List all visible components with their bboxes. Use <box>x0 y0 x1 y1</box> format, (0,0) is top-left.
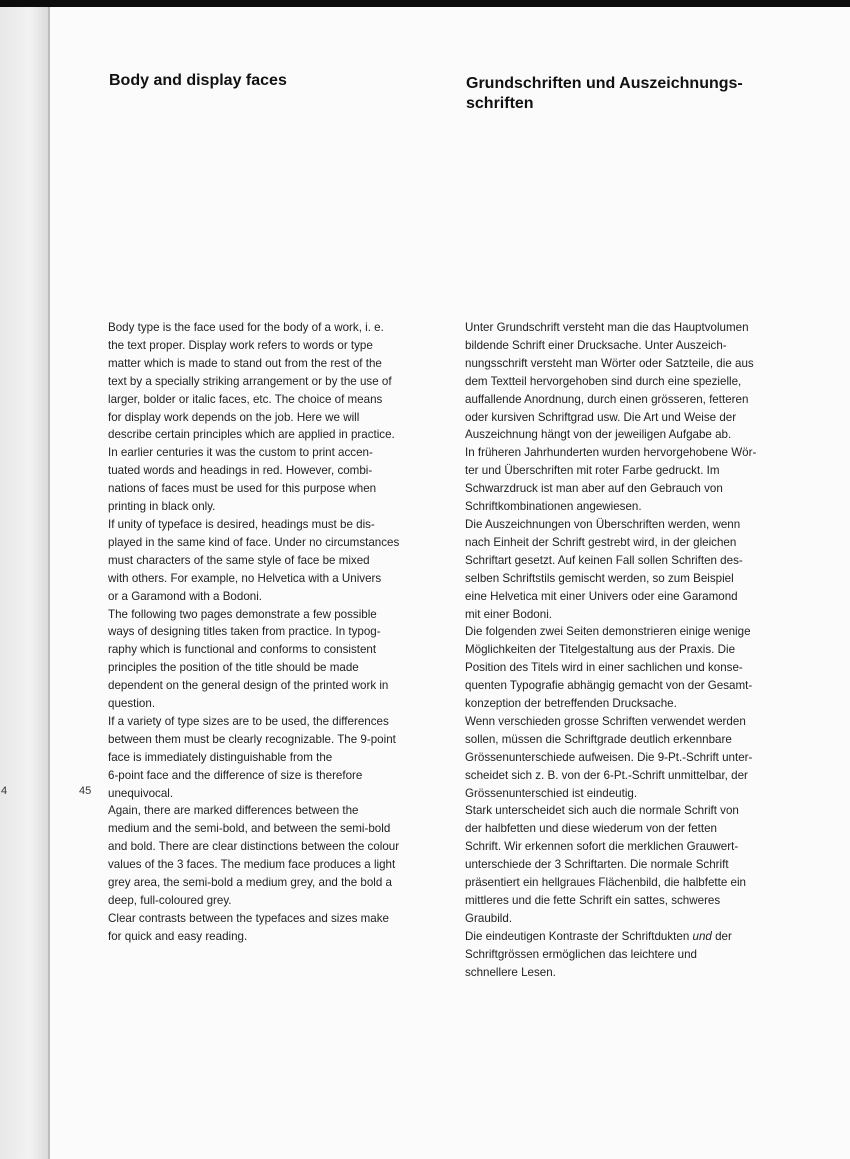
german-body-line: Schwarzdruck ist man aber auf den Gebrauch von <box>465 482 723 496</box>
english-body-line: dependent on the general design of the printed work in <box>108 679 389 693</box>
english-body-line: larger, bolder or italic faces, etc. The choice of means <box>108 392 383 406</box>
german-body-tail <box>465 946 810 982</box>
english-body-line: and bold. There are clear distinctions between the colour <box>108 840 400 854</box>
german-body-line: Die Auszeichnungen von Überschriften werden, wenn <box>465 517 741 531</box>
german-body-line: nach Einheit der Schrift gestrebt wird, in der gleichen <box>465 535 737 549</box>
german-body-line: selben Schriftstils gemischt werden, so zum Beispiel <box>465 571 734 585</box>
german-body-line: Unter Grundschrift versteht man die das Hauptvolumen <box>465 321 749 334</box>
english-body-line: unequivocal. <box>108 786 174 800</box>
english-body-line: matter which is made to stand out from the rest of the <box>108 356 382 370</box>
german-italic-word: und <box>692 929 712 943</box>
german-body-line: Auszeichnung hängt von der jeweiligen Aufgabe ab. <box>465 428 732 442</box>
english-body-line: If unity of typeface is desired, headings must be dis- <box>108 517 375 531</box>
english-body-line: raphy which is functional and conforms to consistent <box>108 643 377 657</box>
german-body-line: dem Textteil hervorgehoben sind durch eine spezielle, <box>465 374 742 388</box>
english-body-line: In earlier centuries it was the custom to print accen- <box>108 446 373 460</box>
german-body-line: Schriftgrössen ermöglichen das leichtere und <box>465 947 697 961</box>
english-body-line: ways of designing titles taken from practice. In typog- <box>108 625 381 639</box>
english-body-line: grey area, the semi-bold a medium grey, and the bold a <box>108 876 392 890</box>
english-body-line: The following two pages demonstrate a few possible <box>108 607 377 621</box>
english-body-line: nations of faces must be used for this purpose when <box>108 482 377 496</box>
german-body-line: schnellere Lesen. <box>465 965 556 979</box>
english-body-line: deep, full-coloured grey. <box>108 894 232 907</box>
german-body-line: Schriftart gesetzt. Auf keinen Fall sollen Schriften des- <box>465 553 743 567</box>
german-body-column <box>465 319 810 982</box>
english-body-line: face is immediately distinguishable from the <box>108 750 333 764</box>
english-body-line: question. <box>108 697 156 711</box>
german-body-line: Wenn verschieden grosse Schriften verwendet werden <box>465 714 746 728</box>
german-body-line: Grössenunterschiede aufweisen. Die 9-Pt.-Schrift unter- <box>465 750 753 764</box>
english-body-line: medium and the semi-bold, and between the semi-bold <box>108 822 391 836</box>
german-body-line: konzeption der betreffenden Drucksache. <box>465 697 677 711</box>
german-body-line: nungsschrift versteht man Wörter oder Satzteile, die aus <box>465 356 754 370</box>
english-body-line: between them must be clearly recognizable. The 9-point <box>108 732 396 746</box>
english-body-line: 6-point face and the difference of size is therefore <box>108 768 363 782</box>
english-body-line: tuated words and headings in red. However, combi- <box>108 464 373 478</box>
english-body-line: must characters of the same style of face be mixed <box>108 553 370 567</box>
german-body-line: der halbfetten und diese wiederum von der fetten <box>465 822 718 836</box>
german-body-line: unterschiede der 3 Schriftarten. Die normale Schrift <box>465 858 729 872</box>
german-body-line: eine Helvetica mit einer Univers oder eine Garamond <box>465 589 738 603</box>
english-body-line: If a variety of type sizes are to be used, the differences <box>108 714 389 728</box>
german-body-line: Grössenunterschied ist eindeutig. <box>465 786 638 800</box>
german-body-line: quenten Typografie abhängig gemacht von der Gesamt- <box>465 679 753 693</box>
english-body-line: the text proper. Display work refers to words or type <box>108 338 373 352</box>
german-body-line: präsentiert ein hellgraues Flächenbild, die halbfette ein <box>465 876 747 890</box>
german-body-line: sollen, müssen die Schriftgrade deutlich erkennbare <box>465 732 732 746</box>
german-body-lines <box>465 319 810 928</box>
german-body-line <box>465 928 810 946</box>
book-gutter <box>0 7 50 1159</box>
facing-page-number: 4 <box>1 785 8 797</box>
german-last-line-start: Die eindeutigen Kontraste der Schriftdukten <box>465 929 693 943</box>
english-body-line: with others. For example, no Helvetica with a Univers <box>108 571 382 585</box>
german-body-line: mit einer Bodoni. <box>465 607 552 621</box>
english-body-line: for display work depends on the job. Here we will <box>108 410 360 424</box>
german-heading-line-1: Grundschriften und Auszeichnungs- <box>466 75 743 92</box>
german-body-line: Möglichkeiten der Titelgestaltung aus der Praxis. Die <box>465 643 736 657</box>
english-body-line: for quick and easy reading. <box>108 929 248 943</box>
german-body-line: Schrift. Wir erkennen sofort die merklichen Grauwert- <box>465 840 739 854</box>
german-body-line: ter und Überschriften mit roter Farbe gedruckt. Im <box>465 464 720 478</box>
english-body-column <box>108 319 448 946</box>
german-body-line: auffallende Anordnung, durch einen grösseren, fetteren <box>465 392 749 406</box>
german-body-line: Graubild. <box>465 911 513 925</box>
english-body-line: printing in black only. <box>108 500 216 514</box>
page-number: 45 <box>79 785 92 797</box>
german-body-line: Position des Titels wird in einer sachlichen und konse- <box>465 661 743 675</box>
english-body-line: principles the position of the title should be made <box>108 661 359 675</box>
german-body-line: mittleres und die fette Schrift ein sattes, schweres <box>465 894 721 907</box>
german-body-line: bildende Schrift einer Drucksache. Unter Auszeich- <box>465 338 727 352</box>
german-last-line-end: der <box>711 929 732 943</box>
english-body-line: text by a specially striking arrangement or by the use of <box>108 374 392 388</box>
german-body-line: In früheren Jahrhunderten wurden hervorgehobene Wör- <box>465 446 757 460</box>
english-heading: Body and display faces <box>109 72 287 89</box>
english-body-line: Body type is the face used for the body of a work, i. e. <box>108 321 384 334</box>
english-body-line: values of the 3 faces. The medium face produces a light <box>108 858 396 872</box>
german-heading-line-2: schriften <box>466 95 534 112</box>
german-heading <box>466 74 796 114</box>
german-body-line: Stark unterscheidet sich auch die normale Schrift von <box>465 804 739 818</box>
english-body-line: describe certain principles which are applied in practice. <box>108 428 395 442</box>
german-body-line: oder kursiven Schriftgrad usw. Die Art und Weise der <box>465 410 737 424</box>
english-body-line: Again, there are marked differences between the <box>108 804 359 818</box>
german-body-line: Die folgenden zwei Seiten demonstrieren einige wenige <box>465 625 751 639</box>
english-body-line: played in the same kind of face. Under no circumstances <box>108 535 400 549</box>
german-body-line: Schriftkombinationen angewiesen. <box>465 500 642 514</box>
english-body-line: or a Garamond with a Bodoni. <box>108 589 263 603</box>
english-body-line: Clear contrasts between the typefaces and sizes make <box>108 911 389 925</box>
scan-top-edge <box>0 0 850 7</box>
german-body-line: scheidet sich z. B. von der 6-Pt.-Schrift unmittelbar, der <box>465 768 748 782</box>
